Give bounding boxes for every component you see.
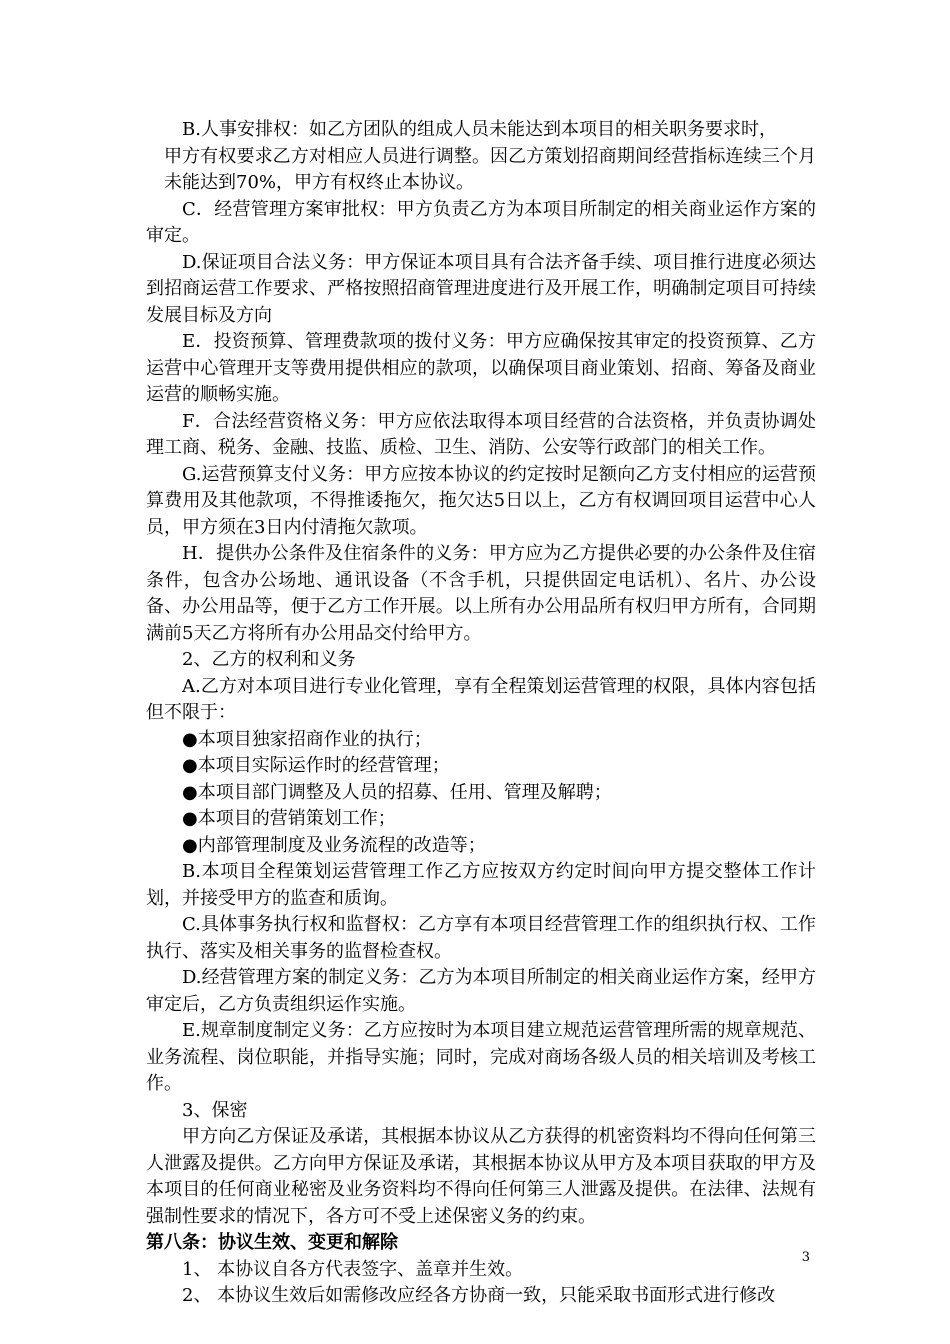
paragraph-legal-obligation: D.保证项目合法义务：甲方保证本项目具有合法齐备手续、项目推行进度必须达到招商运营工作要求、严格按照招商管理进度进行及开展工作，明确制定项目可持续发展目标及方向 <box>146 251 816 326</box>
bullet-item: ●内部管理制度及业务流程的改造等； <box>182 834 486 856</box>
paragraph-plan-approval: C．经营管理方案审批权：甲方负责乙方为本项目所制定的相关商业运作方案的审定。 <box>146 198 816 246</box>
numbered-item: 1、 本协议自各方代表签字、盖章并生效。 <box>182 1258 524 1280</box>
paragraph-license-obligation: F．合法经营资格义务：甲方应依法取得本项目经营的合法资格，并负责协调处理工商、税务、金融、技监、质检、卫生、消防、公安等行政部门的相关工作。 <box>146 410 816 458</box>
paragraph-personnel-right: B.人事安排权：如乙方团队的组成人员未能达到本项目的相关职务要求时， <box>182 119 777 140</box>
paragraph-work-plan: B.本项目全程策划运营管理工作乙方应按双方约定时间向甲方提交整体工作计划，并接受甲方的监查和质询。 <box>146 861 816 909</box>
section-heading-confidentiality: 3、保密 <box>182 1099 248 1121</box>
article-heading: 第八条：协议生效、变更和解除 <box>146 1232 398 1253</box>
paragraph-office-obligation: H．提供办公条件及住宿条件的义务：甲方应为乙方提供必要的办公条件及住宿条件，包含办公场地、通讯设备（不含手机，只提供固定电话机）、名片、办公设备、办公用品等，便于乙方工作开展。以上所有办公用品所有权归甲方所有，合同期满前5天乙方将所有办公用品交付给甲方。 <box>146 543 816 644</box>
paragraph-payment-obligation: G.运营预算支付义务：甲方应按本协议的约定按时足额向乙方支付相应的运营预算费用及其他款项，不得推诿拖欠，拖欠达5日以上，乙方有权调回项目运营中心人员，甲方须在3日内付清拖欠款项。 <box>146 463 816 538</box>
bullet-item: ●本项目的营销策划工作； <box>182 808 396 829</box>
bullet-item: ●本项目独家招商作业的执行； <box>182 728 432 750</box>
paragraph-confidentiality: 甲方向乙方保证及承诺，其根据本协议从乙方获得的机密资料均不得向任何第三人泄露及提供。乙方向甲方保证及承诺，其根据本协议从甲方及本项目获取的甲方及本项目的任何商业秘密及业务资料均不得向任何第三人泄露及提供。在法律、法规有强制性要求的情况下，各方可不受上述保密义务的约束。 <box>146 1126 816 1227</box>
document-body <box>146 117 816 1310</box>
paragraph-execution-right: C.具体事务执行权和监督权：乙方享有本项目经营管理工作的组织执行权、工作执行、落实及相关事务的监督检查权。 <box>146 914 816 962</box>
bullet-item: ●本项目部门调整及人员的招募、任用、管理及解聘； <box>182 781 612 803</box>
section-heading-party-b: 2、乙方的权利和义务 <box>182 649 356 670</box>
paragraph-rules-obligation: E.规章制度制定义务：乙方应按时为本项目建立规范运营管理所需的规章规范、业务流程、岗位职能，并指导实施；同时，完成对商场各级人员的相关培训及考核工作。 <box>146 1020 816 1094</box>
paragraph-plan-obligation: D.经营管理方案的制定义务：乙方为本项目所制定的相关商业运作方案，经甲方审定后，乙方负责组织运作实施。 <box>146 967 816 1015</box>
paragraph-personnel-right-cont: 甲方有权要求乙方对相应人员进行调整。因乙方策划招商期间经营指标连续三个月未能达到70%，甲方有权终止本协议。 <box>164 145 816 193</box>
page-number: 3 <box>801 1250 810 1265</box>
paragraph-budget-obligation: E．投资预算、管理费款项的拨付义务：甲方应确保按其审定的投资预算、乙方运营中心管理开支等费用提供相应的款项，以确保项目商业策划、招商、筹备及商业运营的顺畅实施。 <box>146 331 816 405</box>
bullet-item: ●本项目实际运作时的经营管理； <box>182 755 450 776</box>
numbered-item: 2、 本协议生效后如需修改应经各方协商一致，只能采取书面形式进行修改 <box>182 1285 776 1306</box>
paragraph-management-right: A.乙方对本项目进行专业化管理，享有全程策划运营管理的权限，具体内容包括但不限于： <box>146 675 816 723</box>
